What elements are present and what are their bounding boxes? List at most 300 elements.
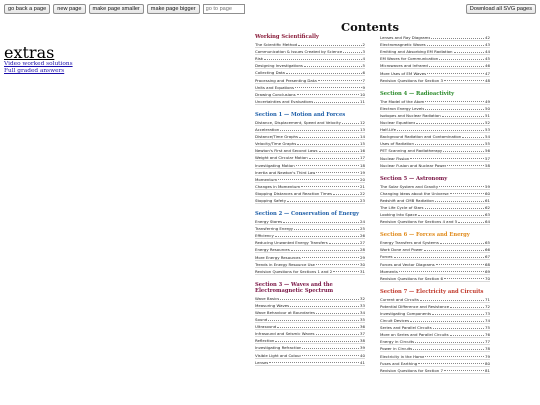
toc-section <box>380 232 490 282</box>
toc-section <box>255 282 365 366</box>
dot-leader <box>415 144 484 145</box>
toc-entry-page: 68 <box>485 261 490 267</box>
toc-entry[interactable] <box>380 204 490 211</box>
dot-leader <box>286 73 362 74</box>
dot-leader <box>295 87 362 88</box>
dot-leader <box>432 314 484 315</box>
toc-entry-title: Designing Investigations <box>255 63 303 69</box>
toc-entry[interactable] <box>380 77 490 84</box>
dot-leader <box>424 250 484 251</box>
toc-entry-title: Isotopes and Nuclear Radiation <box>380 112 441 118</box>
toc-entry[interactable] <box>380 338 490 345</box>
toc-section <box>380 91 490 169</box>
dot-leader <box>287 201 359 202</box>
toc-entry-page: 16 <box>360 148 365 154</box>
toc-entry-title: Fuses and Earthing <box>380 360 418 366</box>
toc-entry-page: 50 <box>485 105 490 111</box>
dot-leader <box>447 165 484 166</box>
toc-entry-title: Lenses and Ray Diagrams <box>380 35 431 41</box>
dot-leader <box>296 165 359 166</box>
toc-entry-title: Energy Transfers and Systems <box>380 240 439 246</box>
toc-entry-page: 21 <box>360 183 365 189</box>
toc-entry[interactable] <box>380 41 490 48</box>
toc-entry-page: 44 <box>485 49 490 55</box>
toc-entry-title: Work Done and Power <box>380 247 423 253</box>
toc-entry-page: 12 <box>360 119 365 125</box>
toc-entry-title: Changing Ideas about the Universe <box>380 190 449 196</box>
toc-entry[interactable] <box>380 183 490 190</box>
toc-entry-title: The Scientific Method <box>255 42 298 48</box>
dot-leader <box>450 193 484 194</box>
dot-leader <box>283 222 359 223</box>
dot-leader <box>291 250 359 251</box>
section-heading: Section 6 — Forces and Energy <box>380 232 470 239</box>
toc-entry-page: 2 <box>362 42 365 48</box>
toc-entry-page: 22 <box>360 190 365 196</box>
toc-entry[interactable] <box>380 275 490 282</box>
dot-leader <box>444 370 484 371</box>
toc-entry[interactable] <box>255 344 365 351</box>
toc-entry-page: 6 <box>362 70 365 76</box>
toc-entry[interactable] <box>255 76 365 83</box>
toc-entry-page: 60 <box>485 190 490 196</box>
toc-entry-page: 41 <box>360 359 365 365</box>
go-back-button[interactable]: go back a page <box>4 4 50 14</box>
toc-entry-page: 77 <box>485 339 490 345</box>
dot-leader <box>425 109 484 110</box>
dot-leader <box>280 299 359 300</box>
dot-leader <box>277 327 359 328</box>
dot-leader <box>280 130 359 131</box>
dot-leader <box>397 130 484 131</box>
toc-entry[interactable] <box>380 239 490 246</box>
toc-entry-page: 49 <box>485 98 490 104</box>
toc-entry[interactable] <box>380 69 490 76</box>
toc-entry[interactable] <box>380 253 490 260</box>
toc-entry[interactable] <box>255 41 365 48</box>
dot-leader <box>275 236 359 237</box>
dot-leader <box>436 264 484 265</box>
dot-leader <box>418 363 484 364</box>
toc-entry[interactable] <box>380 360 490 367</box>
toc-entry-title: More Energy Resources <box>255 254 301 260</box>
toc-entry[interactable] <box>380 310 490 317</box>
toc-entry-title: Wave Behaviour at Boundaries <box>255 310 315 315</box>
download-svg-button[interactable]: Download all SVG pages <box>466 4 536 14</box>
toc-entry-title: Reducing Unwanted Energy Transfers <box>255 240 328 246</box>
toc-entry-page: 66 <box>485 247 490 253</box>
toc-entry[interactable] <box>380 345 490 352</box>
toc-entry-page: 76 <box>485 332 490 338</box>
toc-entry-page: 34 <box>360 310 365 315</box>
dot-leader <box>462 137 484 138</box>
toc-entry-page: 7 <box>362 77 365 83</box>
toc-entry-title: Transferring Energy <box>255 226 294 232</box>
toc-entry-page: 5 <box>362 63 365 69</box>
toc-entry-title: Velocity/Time Graphs <box>255 141 297 147</box>
toc-entry-page: 10 <box>360 91 365 97</box>
toc-entry[interactable] <box>255 225 365 232</box>
toc-entry-title: Electron Energy Levels <box>380 105 425 111</box>
toc-entry-title: More on Series and Parallel Circuits <box>380 332 449 338</box>
dot-leader <box>319 151 360 152</box>
toc-entry-title: Revision Questions for Sections 4 and 5 <box>380 219 458 225</box>
toc-entry-title: Nuclear Fission <box>380 155 410 161</box>
dot-leader <box>394 257 484 258</box>
toc-entry-title: Trends in Energy Resource Use <box>255 261 315 267</box>
dot-leader <box>425 356 484 357</box>
toc-entry-title: The Life Cycle of Stars <box>380 204 424 210</box>
toc-entry-page: 28 <box>360 247 365 253</box>
extras-title: extras <box>4 43 55 62</box>
toc-entry-title: Collecting Data <box>255 70 285 76</box>
toc-entry[interactable] <box>380 140 490 147</box>
toc-entry[interactable] <box>380 62 490 69</box>
toc-entry[interactable] <box>380 317 490 324</box>
dot-leader <box>425 208 484 209</box>
toc-entry-title: Sound <box>255 317 268 323</box>
toc-entry-page: 19 <box>360 169 365 175</box>
toc-entry[interactable] <box>255 218 365 225</box>
toc-entry-page: 73 <box>485 311 490 316</box>
toc-entry-title: Acceleration <box>255 127 280 133</box>
toc-entry-title: Units and Equations <box>255 84 294 90</box>
new-page-button[interactable]: new page <box>53 4 85 14</box>
toc-entry-page: 14 <box>360 134 365 140</box>
toc-entry[interactable] <box>255 147 365 154</box>
dot-leader <box>278 179 359 180</box>
toc-entry-title: Electromagnetic Waves <box>380 42 426 48</box>
toc-entry-page: 29 <box>360 254 365 260</box>
dot-leader <box>269 362 359 363</box>
dot-leader <box>316 172 359 173</box>
toc-entry[interactable] <box>255 359 365 366</box>
toc-entry[interactable] <box>380 211 490 218</box>
toc-entry-page: 72 <box>485 303 490 309</box>
toc-entry-page: 27 <box>360 240 365 246</box>
toc-entry-title: Current and Circuits <box>380 296 419 302</box>
toc-entry-page: 35 <box>360 317 365 323</box>
toc-entry-page: 57 <box>485 155 490 161</box>
toc-entry-page: 11 <box>360 98 365 104</box>
toc-entry-page: 55 <box>485 141 490 147</box>
dot-leader <box>302 257 359 258</box>
toolbar <box>4 4 245 14</box>
go-to-page-input[interactable] <box>203 4 245 14</box>
dot-leader <box>439 186 484 187</box>
toc-entry-page: 42 <box>485 35 490 41</box>
toc-entry[interactable] <box>255 239 365 246</box>
toc-entry-page: 74 <box>485 318 490 324</box>
toc-entry[interactable] <box>255 246 365 253</box>
toc-entry-title: More Uses of EM Waves <box>380 70 427 76</box>
toc-entry-page: 52 <box>485 120 490 126</box>
toc-entry[interactable] <box>255 302 365 309</box>
dot-leader <box>425 101 484 102</box>
dot-leader <box>427 73 484 74</box>
video-solutions-link[interactable]: Video worked solutions <box>4 61 73 67</box>
toc-entry-page: 31 <box>360 268 365 274</box>
toc-entry[interactable] <box>380 303 490 310</box>
toc-entry[interactable] <box>380 246 490 253</box>
toc-entry-title: The Model of the Atom <box>380 98 425 104</box>
toc-entry[interactable] <box>255 268 365 275</box>
toc-left-column <box>255 34 365 373</box>
dot-leader <box>450 307 484 308</box>
toc-entry-title: Distance/Time Graphs <box>255 134 299 140</box>
toc-section <box>380 176 490 226</box>
toc-entry-title: Revision Questions for Section 7 <box>380 367 443 373</box>
toc-entry-page: 9 <box>362 84 365 90</box>
toc-entry[interactable] <box>380 154 490 161</box>
toc-entry-title: Ultrasound <box>255 324 277 330</box>
section-heading: Section 3 — Waves and the Electromagnetic Spectrum <box>255 281 334 294</box>
dot-leader <box>454 52 485 53</box>
toc-entry[interactable] <box>380 133 490 140</box>
toc-entry-title: Looking Into Space <box>380 212 417 218</box>
toc-entry-title: Nuclear Fusion and Nuclear Power <box>380 162 447 168</box>
toc-entry-page: 13 <box>360 127 365 133</box>
toc-entry-title: Nuclear Equations <box>380 120 416 126</box>
toc-entry-page: 48 <box>485 77 490 83</box>
dot-leader <box>458 222 484 223</box>
toc-entry-page: 58 <box>485 162 490 168</box>
section-heading: Section 1 — Motion and Forces <box>255 111 346 118</box>
toc-entry-title: Communication & Issues Created by Science <box>255 49 343 55</box>
toc-entry-page: 17 <box>360 155 365 161</box>
toc-entry-page: 63 <box>485 212 490 218</box>
dot-leader <box>415 342 484 343</box>
toc-entry[interactable] <box>380 105 490 112</box>
toc-entry-title: Momentum <box>255 176 278 182</box>
toc-entry[interactable] <box>255 62 365 69</box>
toc-entry[interactable] <box>255 140 365 147</box>
toc-entry-title: Visible Light and Colour <box>255 352 302 358</box>
toc-entry[interactable] <box>255 84 365 91</box>
toc-entry-page: 47 <box>485 70 490 76</box>
toc-entry[interactable] <box>255 337 365 344</box>
dot-leader <box>329 243 359 244</box>
toc-entry[interactable] <box>255 197 365 204</box>
dot-leader <box>316 313 359 314</box>
toc-entry-title: Newton's First and Second Laws <box>255 148 318 154</box>
toc-entry[interactable] <box>255 190 365 197</box>
toc-entry[interactable] <box>380 147 490 154</box>
toc-entry-page: 67 <box>485 254 490 260</box>
toc-entry-page: 32 <box>360 295 365 301</box>
page-title: Contents <box>341 20 399 34</box>
toc-entry-title: Energy Resources <box>255 247 290 253</box>
section-heading: Working Scientifically <box>255 34 319 40</box>
toc-entry-page: 24 <box>360 219 365 225</box>
toc-entry-title: Energy Stores <box>255 219 283 225</box>
toc-entry-page: 78 <box>485 346 490 352</box>
toc-entry-page: 18 <box>360 162 365 168</box>
toc-entry-title: Lenses <box>255 359 269 365</box>
dot-leader <box>399 271 484 272</box>
toc-entry[interactable] <box>380 98 490 105</box>
toc-entry-page: 71 <box>485 296 490 302</box>
dot-leader <box>275 341 359 342</box>
toc-entry[interactable] <box>380 162 490 169</box>
toc-entry[interactable] <box>380 352 490 359</box>
toc-entry[interactable] <box>255 330 365 337</box>
toc-entry[interactable] <box>255 309 365 316</box>
dot-leader <box>297 94 359 95</box>
toc-entry-page: 75 <box>485 325 490 331</box>
toc-entry[interactable] <box>380 48 490 55</box>
toc-entry-title: Distance, Displacement, Speed and Velocity <box>255 119 341 125</box>
toc-entry-title: Efficiency <box>255 233 274 239</box>
toc-entry-title: Revision Questions for Section 3 <box>380 77 443 83</box>
toc-section <box>255 112 365 204</box>
toc-entry-title: Uncertainties and Evaluations <box>255 98 314 104</box>
toc-entry[interactable] <box>255 119 365 126</box>
toc-entry-page: 3 <box>362 49 365 55</box>
toc-entry[interactable] <box>380 367 490 374</box>
dot-leader <box>309 158 359 159</box>
toc-entry[interactable] <box>380 331 490 338</box>
toc-entry-title: Wave Basics <box>255 295 280 301</box>
toc-entry[interactable] <box>255 91 365 98</box>
toc-entry[interactable] <box>255 351 365 358</box>
dot-leader <box>333 271 359 272</box>
dot-leader <box>444 278 484 279</box>
toc-entry[interactable] <box>380 55 490 62</box>
toc-entry[interactable] <box>255 55 365 62</box>
toc-section <box>255 34 365 105</box>
toc-entry[interactable] <box>255 176 365 183</box>
toc-entry-title: Weight and Circular Motion <box>255 155 308 161</box>
toc-entry-page: 59 <box>485 183 490 189</box>
toc-entry-title: PET Scanning and Radiotherapy <box>380 148 443 154</box>
toc-entry-title: Redshift and CMB Radiation <box>380 197 434 203</box>
dot-leader <box>294 229 359 230</box>
toc-entry-page: 43 <box>485 42 490 48</box>
toc-entry[interactable] <box>255 126 365 133</box>
toc-entry[interactable] <box>380 34 490 41</box>
toc-entry[interactable] <box>255 169 365 176</box>
toc-entry[interactable] <box>380 260 490 267</box>
toc-entry-page: 39 <box>360 345 365 351</box>
dot-leader <box>304 66 362 67</box>
dot-leader <box>439 59 484 60</box>
toc-entry-page: 61 <box>485 197 490 203</box>
toc-entry-page: 80 <box>485 360 490 366</box>
toc-entry[interactable] <box>380 190 490 197</box>
make-page-smaller-button[interactable]: make page smaller <box>89 4 144 14</box>
toc-entry-page: 33 <box>360 302 365 308</box>
toc-entry-page: 20 <box>360 176 365 182</box>
dot-leader <box>298 45 361 46</box>
toc-entry[interactable] <box>380 119 490 126</box>
toc-entry-title: Investigating Motion <box>255 162 295 168</box>
toc-entry-page: 26 <box>360 233 365 239</box>
toc-entry-page: 69 <box>485 268 490 274</box>
toc-entry-page: 56 <box>485 148 490 154</box>
toc-entry-page: 38 <box>360 338 365 344</box>
toc-entry[interactable] <box>255 261 365 268</box>
toc-entry-title: Stopping Safety <box>255 197 287 203</box>
extras-panel <box>4 44 73 75</box>
dot-leader <box>290 306 359 307</box>
toc-entry-title: Uses of Radiation <box>380 141 414 147</box>
dot-leader <box>444 80 484 81</box>
toc-section <box>255 211 365 275</box>
toc-entry-title: Measuring Waves <box>255 302 290 308</box>
dot-leader <box>435 201 484 202</box>
toc-entry[interactable] <box>255 253 365 260</box>
toc-entry[interactable] <box>380 324 490 331</box>
toc-entry[interactable] <box>255 295 365 302</box>
dot-leader <box>333 194 359 195</box>
dot-leader <box>410 321 484 322</box>
dot-leader <box>316 334 360 335</box>
dot-leader <box>302 355 359 356</box>
toc-entry-page: 81 <box>485 367 490 373</box>
toc-section <box>380 34 490 84</box>
toc-entry-page: 79 <box>485 353 490 359</box>
toc-entry-title: Energy in Circuits <box>380 339 415 345</box>
toc-entry-page: 53 <box>485 127 490 133</box>
toc-entry-title: Changes in Momentum <box>255 183 301 189</box>
toc-entry[interactable] <box>255 69 365 76</box>
toc-entry[interactable] <box>255 183 365 190</box>
toc-entry[interactable] <box>255 316 365 323</box>
toc-entry[interactable] <box>255 133 365 140</box>
make-page-bigger-button[interactable]: make page bigger <box>147 4 200 14</box>
toc-entry-title: Forces and Vector Diagrams <box>380 261 435 267</box>
dot-leader <box>297 144 359 145</box>
toc-entry[interactable] <box>255 232 365 239</box>
dot-leader <box>420 300 484 301</box>
toc-entry[interactable] <box>255 154 365 161</box>
toc-entry-title: Stopping Distances and Reaction Times <box>255 190 333 196</box>
dot-leader <box>342 123 359 124</box>
toc-entry[interactable] <box>255 161 365 168</box>
toc-entry[interactable] <box>380 218 490 225</box>
toc-entry[interactable] <box>255 323 365 330</box>
dot-leader <box>318 80 362 81</box>
toc-entry[interactable] <box>380 197 490 204</box>
toc-section <box>380 289 490 374</box>
toc-entry[interactable] <box>380 268 490 275</box>
toc-entry-title: Inertia and Newton's Third Law <box>255 169 316 175</box>
dot-leader <box>268 320 359 321</box>
toc-entry-title: Circuit Devices <box>380 318 410 324</box>
graded-answers-link[interactable]: Full graded answers <box>4 68 65 74</box>
toc-entry-page: 15 <box>360 141 365 147</box>
toc-entry-title: Microwaves and Infrared <box>380 63 428 69</box>
toc-entry[interactable] <box>255 98 365 105</box>
toc-entry[interactable] <box>255 48 365 55</box>
section-heading: Section 7 — Electricity and Circuits <box>380 288 484 295</box>
toc-entry-page: 51 <box>485 112 490 118</box>
toc-entry-title: Forces <box>380 254 393 260</box>
toc-entry-title: Electricity in the Home <box>380 353 425 359</box>
toc-entry-page: 30 <box>360 261 365 267</box>
dot-leader <box>314 102 359 103</box>
toc-entry[interactable] <box>380 126 490 133</box>
dot-leader <box>443 151 484 152</box>
toc-entry[interactable] <box>380 112 490 119</box>
dot-leader <box>301 186 359 187</box>
dot-leader <box>343 52 361 53</box>
toc-entry-title: Emitting and Absorbing EM Radiation <box>380 49 453 55</box>
toc-entry-page: 46 <box>485 63 490 69</box>
toc-entry-title: Power in Circuits <box>380 346 413 352</box>
toc-entry[interactable] <box>380 296 490 303</box>
